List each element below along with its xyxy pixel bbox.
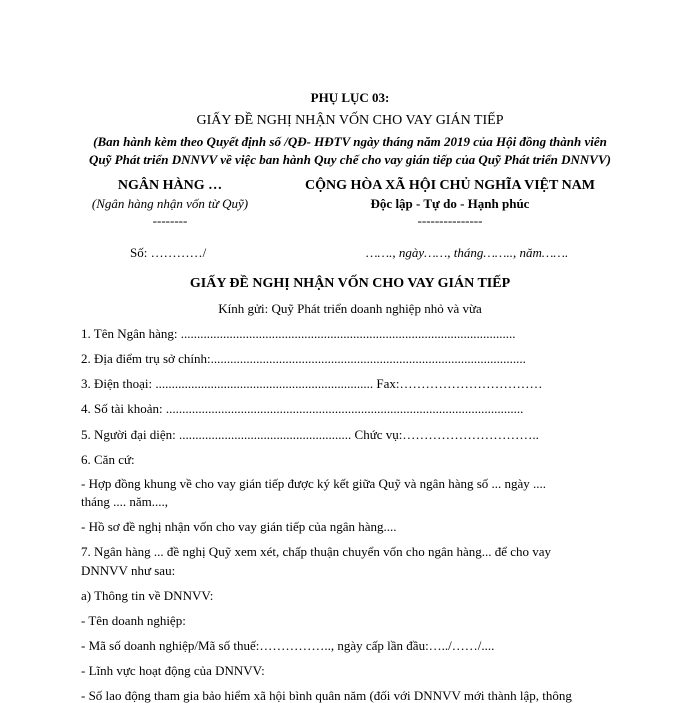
sme-info-heading: a) Thông tin về DNNVV: xyxy=(81,588,214,603)
field-bank-name: 1. Tên Ngân hàng: ....................................................................................................... xyxy=(81,326,516,341)
field-representative: 5. Người đại diện: ..................................................... Chức vụ:………………………….. xyxy=(81,427,539,442)
section-basis: 6. Căn cứ: xyxy=(81,452,135,467)
basis-contract-line1: - Hợp đồng khung về cho vay gián tiếp được ký kết giữa Quỹ và ngân hàng số ... ngày .... xyxy=(81,476,547,491)
appendix-subtitle: GIẤY ĐỀ NGHỊ NHẬN VỐN CHO VAY GIÁN TIẾP xyxy=(196,113,504,128)
document-number: Số: …………/ xyxy=(130,245,207,260)
bank-separator: -------- xyxy=(152,213,188,228)
appendix-note-line2: Quỹ Phát triển DNNVV về việc ban hành Quy chế cho vay gián tiếp của Quỹ Phát triển DNNVV) xyxy=(89,152,611,167)
bank-note: (Ngân hàng nhận vốn từ Quỹ) xyxy=(91,196,249,211)
field-enterprise-name: - Tên doanh nghiệp: xyxy=(81,613,186,628)
appendix-title: PHỤ LỤC 03: xyxy=(310,90,390,105)
republic-title: CỘNG HÒA XÃ HỘI CHỦ NGHĨA VIỆT NAM xyxy=(304,178,595,193)
basis-contract-line2: tháng .... năm...., xyxy=(81,494,169,509)
document-title: GIẤY ĐỀ NGHỊ NHẬN VỐN CHO VAY GIÁN TIẾP xyxy=(189,276,511,291)
request-line1: 7. Ngân hàng ... đề nghị Quỹ xem xét, chấp thuận chuyển vốn cho ngân hàng... để cho vay xyxy=(81,544,552,559)
field-account-number: 4. Số tài khoản: .............................................................................................................. xyxy=(81,401,524,416)
field-tax-code: - Mã số doanh nghiệp/Mã số thuế:…………….., ngày cấp lần đầu:…../……/.... xyxy=(81,638,495,653)
field-labor-count: - Số lao động tham gia bảo hiểm xã hội bình quân năm (đối với DNNVV mới thành lập, thông xyxy=(81,688,572,703)
motto: Độc lập - Tự do - Hạnh phúc xyxy=(370,196,530,211)
field-headquarters: 2. Địa điểm trụ sở chính:................................................................................................. xyxy=(81,351,526,366)
recipient: Kính gửi: Quỹ Phát triển doanh nghiệp nhỏ và vừa xyxy=(218,301,482,316)
appendix-note-line1: (Ban hành kèm theo Quyết định số /QĐ- HĐTV ngày tháng năm 2019 của Hội đồng thành viên xyxy=(93,134,607,149)
document-date: ……., ngày……, tháng…….., năm……. xyxy=(366,245,569,260)
field-phone-fax: 3. Điện thoại: ................................................................... Fax:…………………………… xyxy=(81,376,543,391)
bank-name: NGÂN HÀNG … xyxy=(117,178,223,193)
field-business-sector: - Lĩnh vực hoạt động của DNNVV: xyxy=(81,663,265,678)
basis-dossier: - Hồ sơ đề nghị nhận vốn cho vay gián tiếp của ngân hàng.... xyxy=(81,519,397,534)
motto-separator: --------------- xyxy=(417,213,483,228)
request-line2: DNNVV như sau: xyxy=(81,563,176,578)
